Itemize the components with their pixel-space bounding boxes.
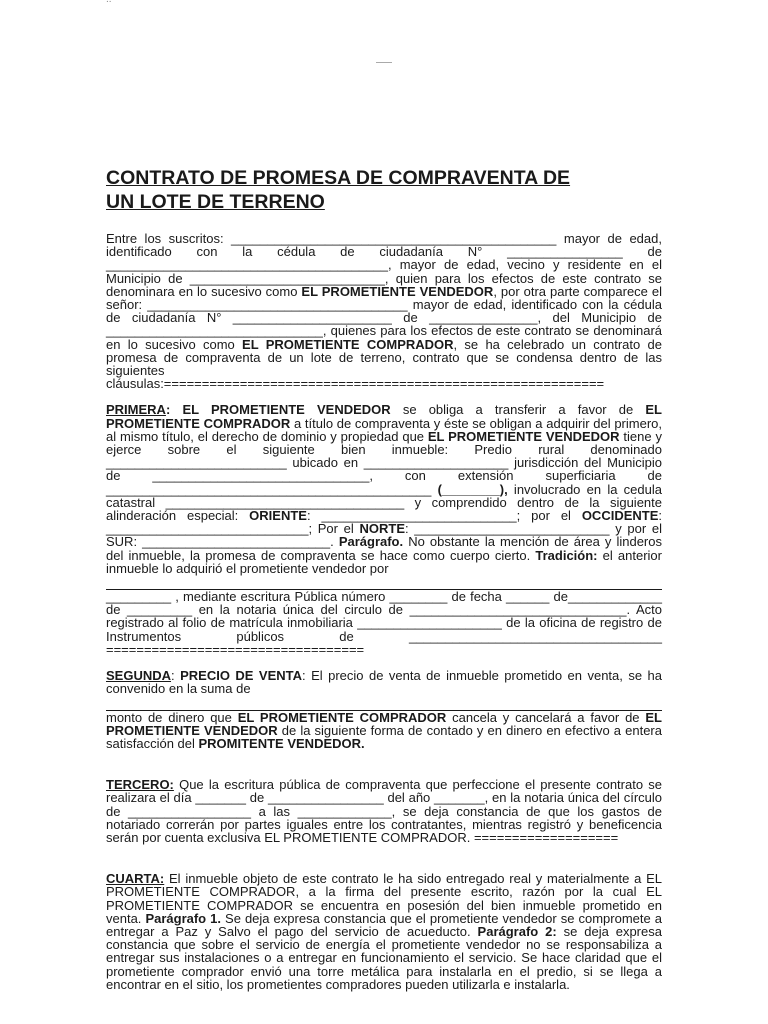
- primera-bold-occidente: OCCIDENTE: [581, 508, 659, 524]
- primera-bold-paragrafo: Parágrafo.: [338, 534, 404, 550]
- primera-text-8: No obstante la mención de área y linderos del inmueble, la promesa de compraventa se hace como cuerpo cierto.: [106, 534, 662, 563]
- primera-bold-2: EL PROMETIENTE COMPRADOR: [106, 402, 662, 431]
- blank-line-tradicion: [106, 575, 662, 590]
- primera-text-7: : ___________________________ y por el SUR: __________________________.: [106, 521, 662, 550]
- intro-text-3: , se ha celebrado un contrato de promesa de compraventa de un lote de terreno, contrato que se condensa dentro de las siguientes cláusulas:==========================================================: [106, 336, 662, 392]
- primera-bold-1: EL PROMETIENTE VENDEDOR: [182, 402, 391, 418]
- clause-segunda-label: SEGUNDA: [106, 668, 172, 684]
- segunda-text-4: de la siguiente forma de contado y en dinero en efectivo a entera satisfacción del: [106, 722, 662, 751]
- primera-text-5: : ___________________________; por el: [306, 508, 582, 524]
- intro-party-seller: EL PROMETIENTE VENDEDOR: [301, 283, 494, 299]
- primera-text-3: tiene y ejerce sobre el siguiente bien inmueble: Predio rural denominado _________________________ ubicado en ____________________ jurisdicción del Municipio de ______________________________, con extensión superficiaria de _____________________________________________: [106, 428, 662, 497]
- segunda-text-3: cancela y cancelará a favor de: [446, 709, 646, 725]
- segunda-bold-4: PROMITENTE VENDEDOR.: [198, 735, 365, 751]
- intro-text-2: , por otra parte comparece el señor: ____________________________________ mayor de edad, identificado con la cédula de ciudadanía N° ______________________ de _______________, del Municipio de ______________________________, quienes para los efectos de este contrato se denominará en lo sucesivo como: [106, 283, 662, 352]
- tercero-text-1: Que la escritura pública de compraventa que perfeccione el presente contrato se realizara el día _______ de ________________ del año _______, en la notaria única del círculo de _________________ a las _____________, se deja constancia de que los gastos de notariado correrán por partes iguales entre los contratantes, mientras registró y beneficencia serán por cuenta exclusiva EL PROMETIENTE COMPRADOR. ===================: [106, 777, 662, 845]
- segunda-bold-2: EL PROMETIENTE COMPRADOR: [237, 709, 447, 725]
- cuarta-text-1: El inmueble objeto de este contrato le ha sido entregado real y materialmente a EL PROMETIENTE COMPRADOR, a la firma del presente escrito, razón por la cual EL PROMETIENTE COMPRADOR se encuentra en posesión del bien inmueble prometido en venta.: [106, 871, 662, 926]
- document-title: [106, 166, 666, 214]
- title-line-1: CONTRATO DE PROMESA DE COMPRAVENTA DE: [106, 167, 571, 189]
- clause-cuarta-label: CUARTA:: [106, 871, 165, 887]
- primera-bold-4: (________),: [437, 481, 508, 497]
- intro-text-1: Entre los suscritos: _____________________________________________ mayor de edad, identificado con la cédula de ciudadanía N° ________________ de _______________________________________, mayor de edad, vecino y residente en el Municipio de ___________________________, quien para los efectos de este contrato se denominara en lo sucesivo como: [106, 231, 662, 299]
- clause-primera-label: PRIMERA: [106, 402, 166, 418]
- cuarta-text-3: se deja expresa constancia que sobre el servicio de energía el prometiente vendedor no se responsabiliza a entregar sus instalaciones o a entregar en funcionamiento el servicio. Se hace claridad que el prometiente comprador envió una torre metálica para instalarla en el predio, si se llega a encontrar en el sitio, los prometientes compradores pueden utilizarla e instalarla.: [106, 923, 662, 992]
- cuarta-text-2: Se deja expresa constancia que el prometiente vendedor se compromete a entregar a Paz y Salvo el pago del servicio de acueducto.: [106, 910, 662, 939]
- clause-primera-cont: _________ , mediante escritura Pública número ________ de fecha ______ de_____________ de _________ en la notaria única del circulo de ______________________________. Acto registrado al folio de matrícula inmobiliaria ____________________ de la oficina de registro de Instrumentos públicos de ___________________________________ ==================================: [106, 589, 662, 657]
- clause-primera-colon: :: [165, 402, 183, 418]
- primera-bold-3: EL PROMETIENTE VENDEDOR: [427, 428, 620, 444]
- primera-bold-tradicion: Tradición:: [535, 547, 598, 563]
- cuarta-bold-paragrafo-1: Parágrafo 1.: [145, 910, 221, 926]
- primera-text-2: a título de compraventa y éste se obligan a adquirir del primero, al mismo título, el derecho de dominio y propiedad que: [106, 415, 663, 444]
- clause-segunda-cont: [106, 711, 662, 751]
- clause-tercero-label: TERCERO:: [106, 777, 174, 793]
- document-body: [106, 232, 662, 991]
- clause-cuarta: [106, 872, 662, 991]
- clause-segunda-colon: :: [171, 668, 181, 684]
- blank-line-precio: [106, 696, 662, 711]
- segunda-text-1: : El precio de venta de inmueble prometido en venta, se ha convenido en la suma de: [106, 668, 662, 697]
- intro-paragraph: [106, 232, 662, 390]
- top-mark: [106, 0, 112, 5]
- cuarta-bold-paragrafo-2: Parágrafo 2:: [477, 923, 557, 939]
- clause-segunda: [106, 669, 662, 695]
- segunda-bold-precio: PRECIO DE VENTA: [180, 668, 303, 684]
- primera-bold-norte: NORTE: [359, 521, 405, 537]
- primera-text-4: involucrado en la cedula catastral _________________________________ y comprendido dentro de la siguiente alinderación especial:: [106, 481, 662, 524]
- header-dash: [376, 62, 392, 63]
- clause-tercero: [106, 778, 662, 844]
- primera-bold-oriente: ORIENTE: [249, 508, 307, 524]
- clause-primera: [106, 403, 662, 575]
- segunda-bold-3: EL PROMETIENTE VENDEDOR: [106, 709, 662, 738]
- intro-party-buyer: EL PROMETIENTE COMPRADOR: [242, 336, 454, 352]
- primera-text-1: se obliga a transferir a favor de: [390, 402, 646, 418]
- primera-text-9: el anterior inmueble lo adquirió el prometiente vendedor por: [106, 547, 662, 576]
- title-line-2: UN LOTE DE TERRENO: [106, 191, 325, 213]
- segunda-text-2: monto de dinero que: [106, 709, 238, 725]
- primera-text-6: : ____________________________; Por el: [106, 508, 662, 537]
